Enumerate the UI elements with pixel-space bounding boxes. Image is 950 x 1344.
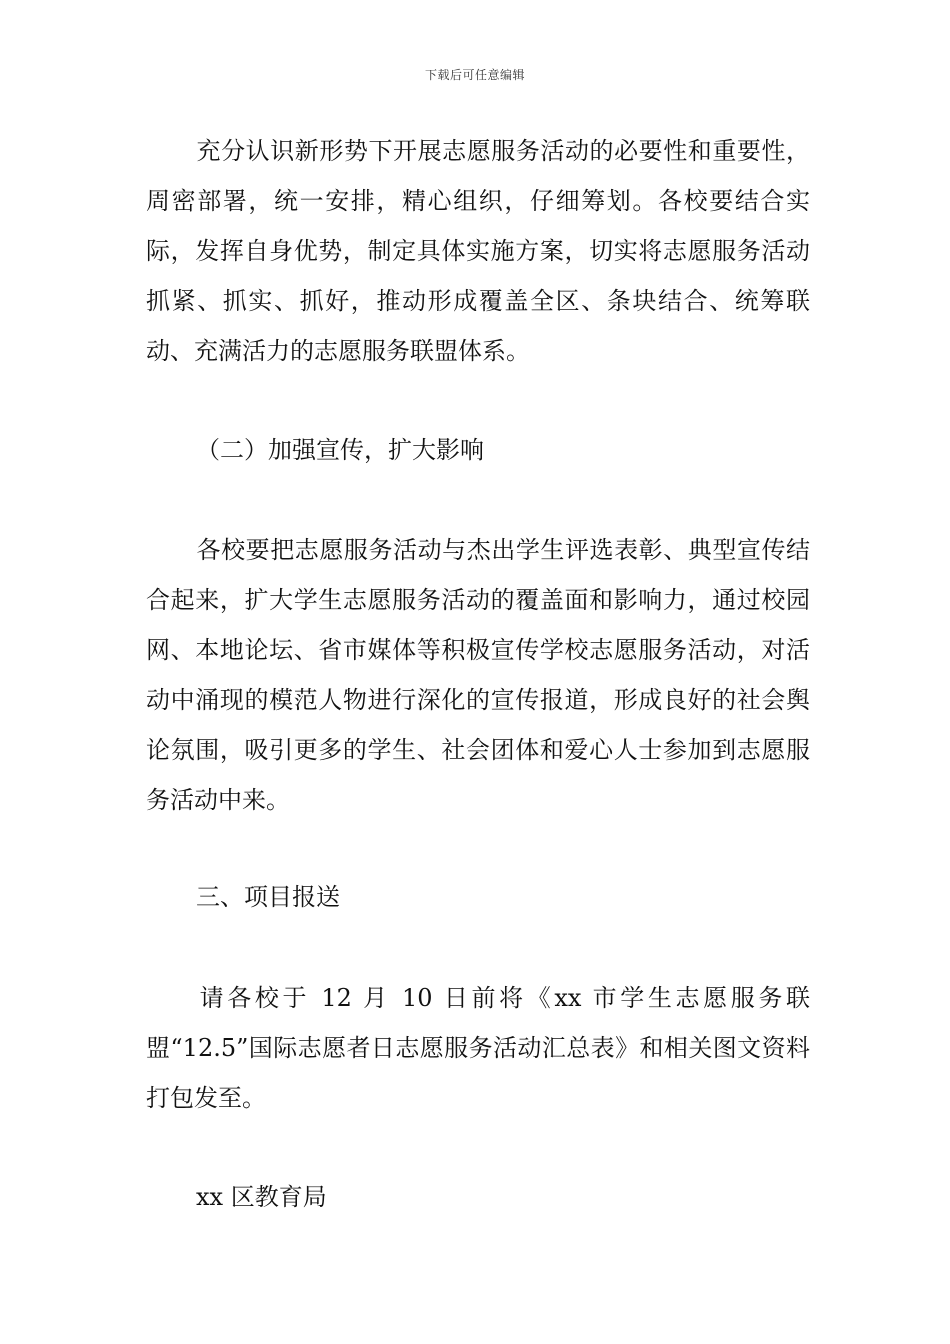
paragraph-text: 各校要把志愿服务活动与杰出学生评选表彰、典型宣传结合起来，扩大学生志愿服务活动的覆盖面和影响力，通过校园网、本地论坛、省市媒体等积极宣传学校志愿服务活动，对活动中涌现的模范人物进行深化的宣传报道，形成良好的社会舆论氛围，吸引更多的学生、社会团体和爱心人士参加到志愿服务活动中来。: [146, 536, 810, 814]
section-heading-submission: 三、项目报送: [196, 883, 340, 911]
paragraph-text: 充分认识新形势下开展志愿服务活动的必要性和重要性，周密部署，统一安排，精心组织，仔细筹划。各校要结合实际，发挥自身优势，制定具体实施方案，切实将志愿服务活动抓紧、抓实、抓好，推动形成覆盖全区、条块结合、统筹联动、充满活力的志愿服务联盟体系。: [146, 137, 810, 365]
signature-issuer: xx 区教育局: [196, 1183, 327, 1211]
paragraph-submission: [146, 973, 810, 1123]
paragraph-implementation: [146, 126, 810, 376]
section-heading-publicity: （二）加强宣传，扩大影响: [196, 436, 484, 464]
paragraph-text: 请各校于 12 月 10 日前将《xx 市学生志愿服务联盟“12.5”国际志愿者日志愿服务活动汇总表》和相关图文资料打包发至。: [146, 984, 810, 1112]
page-header-note: 下载后可任意编辑: [424, 68, 525, 82]
paragraph-publicity: [146, 525, 810, 825]
